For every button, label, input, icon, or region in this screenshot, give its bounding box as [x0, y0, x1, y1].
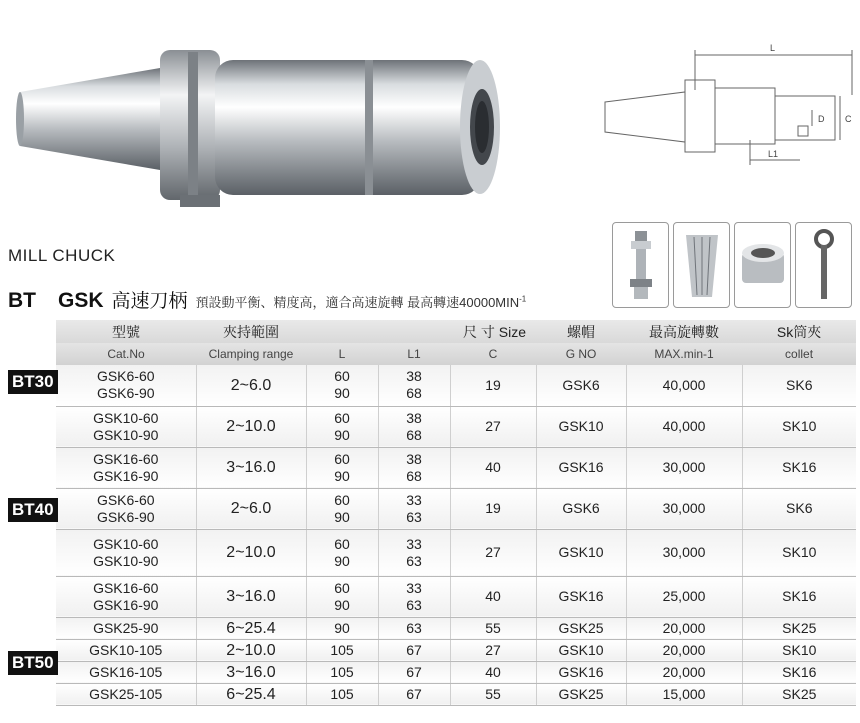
L-cell [306, 661, 378, 683]
L1-value: 68 [406, 426, 422, 443]
C-value: 55 [485, 685, 501, 702]
collet-value: SK10 [782, 641, 817, 658]
model-value: GSK25-105 [89, 685, 163, 702]
L1-value: 63 [406, 596, 422, 613]
model-value: GSK10-60 [93, 535, 159, 552]
L-value: 90 [334, 385, 350, 402]
clamp-value: 2~6.0 [230, 376, 272, 394]
collet-value: SK25 [782, 619, 817, 636]
L1-value: 67 [406, 641, 422, 658]
table-row [8, 661, 856, 683]
speed-value: 30,000 [662, 500, 706, 516]
collet-cell [742, 447, 856, 488]
pull-stud-thumbnail [612, 222, 669, 308]
model-value: GSK6-60 [96, 491, 155, 508]
section-label: MILL CHUCK [8, 246, 116, 265]
speed-cell [626, 617, 742, 639]
nut-value: GSK10 [558, 418, 604, 434]
speed-value: 15,000 [662, 685, 706, 702]
product-title [8, 286, 526, 313]
L-cell [306, 406, 378, 447]
collet-value: SK25 [782, 685, 817, 702]
clamp-cell [196, 406, 306, 447]
model-value: GSK16-60 [93, 579, 159, 596]
nut-thumbnail [734, 222, 791, 308]
header-collet: Sk筒夾 [776, 323, 822, 340]
L1-value: 67 [406, 663, 422, 680]
L-cell [306, 447, 378, 488]
L1-cell [378, 529, 450, 576]
L-value: 105 [330, 663, 354, 680]
C-cell [450, 617, 536, 639]
model-cell [56, 488, 196, 529]
C-value: 19 [485, 500, 501, 516]
spec-table [8, 320, 856, 706]
clamp-cell [196, 639, 306, 661]
series-tag-bt30: BT30 [8, 370, 58, 394]
collet-value: SK6 [786, 376, 813, 393]
L-value: 60 [334, 579, 350, 596]
L-value: 90 [334, 619, 350, 636]
C-value: 40 [485, 663, 501, 680]
C-value: 40 [485, 459, 501, 475]
nut-value: GSK6 [562, 500, 600, 516]
L1-value: 63 [406, 619, 422, 636]
speed-cell [626, 576, 742, 617]
clamp-value: 2~6.0 [230, 500, 272, 517]
nut-value: GSK25 [558, 619, 604, 636]
model-cell [56, 576, 196, 617]
clamp-cell [196, 447, 306, 488]
diagram-label-L1: L1 [768, 149, 779, 159]
L1-value: 67 [406, 685, 422, 702]
L1-value: 33 [406, 491, 422, 508]
model-value: GSK10-105 [89, 641, 163, 658]
L-value: 60 [334, 491, 350, 508]
speed-value: 25,000 [662, 588, 706, 604]
C-cell [450, 661, 536, 683]
speed-cell [626, 639, 742, 661]
table-row [8, 529, 856, 576]
diagram-label-L: L [770, 43, 776, 53]
model-value: GSK10-60 [93, 409, 159, 426]
L1-cell [378, 639, 450, 661]
clamp-value: 3~16.0 [226, 588, 276, 605]
model-value: GSK16-90 [93, 467, 159, 484]
clamp-cell [196, 683, 306, 705]
diagram-label-D: D [818, 114, 825, 124]
C-value: 19 [485, 376, 501, 393]
table-row [8, 576, 856, 617]
collet-cell [742, 406, 856, 447]
C-value: 55 [485, 619, 501, 636]
clamp-cell [196, 365, 306, 406]
C-cell [450, 576, 536, 617]
L1-value: 38 [406, 450, 422, 467]
nut-cell [536, 406, 626, 447]
table-row [8, 365, 856, 406]
model-value: GSK10-90 [93, 552, 159, 569]
nut-value: GSK16 [558, 663, 604, 680]
L1-cell [378, 488, 450, 529]
clamp-value: 6~25.4 [226, 685, 276, 703]
C-value: 27 [485, 418, 501, 434]
model-value: GSK16-105 [89, 663, 163, 680]
speed-cell [626, 406, 742, 447]
L-value: 90 [334, 467, 350, 484]
L-value: 105 [330, 685, 354, 702]
model-value: GSK10-90 [93, 426, 159, 443]
table-row [8, 406, 856, 447]
series-tag-bt50: BT50 [8, 651, 58, 675]
L-cell [306, 639, 378, 661]
product-photo [10, 30, 510, 220]
header-L: L [338, 347, 346, 361]
C-cell [450, 529, 536, 576]
L1-value: 63 [406, 508, 422, 525]
nut-cell [536, 661, 626, 683]
clamp-cell [196, 661, 306, 683]
clamp-cell [196, 617, 306, 639]
title-description [196, 292, 527, 311]
collet-value: SK16 [782, 663, 817, 680]
speed-cell [626, 683, 742, 705]
L1-cell [378, 365, 450, 406]
nut-cell [536, 576, 626, 617]
header-model: 型號 [112, 323, 140, 340]
L-value: 90 [334, 552, 350, 569]
header-clamp-en: Clamping range [208, 347, 294, 361]
L-value: 90 [334, 508, 350, 525]
collet-value: SK16 [782, 459, 817, 475]
model-cell [56, 617, 196, 639]
L-cell [306, 529, 378, 576]
model-cell [56, 365, 196, 406]
table-row [8, 639, 856, 661]
header-collet-en: collet [785, 347, 814, 361]
collet-cell [742, 488, 856, 529]
L-value: 60 [334, 368, 350, 385]
speed-value: 20,000 [662, 619, 706, 636]
header-nut: 螺帽 [567, 323, 596, 340]
L1-cell [378, 661, 450, 683]
nut-cell [536, 365, 626, 406]
speed-value: 20,000 [662, 663, 706, 680]
model-value: GSK6-90 [96, 385, 155, 402]
collet-cell [742, 576, 856, 617]
L1-cell [378, 447, 450, 488]
table-row [8, 447, 856, 488]
speed-value: 20,000 [662, 641, 706, 658]
title-gsk: GSK [58, 289, 104, 312]
L1-value: 68 [406, 467, 422, 484]
collet-cell [742, 639, 856, 661]
C-cell [450, 488, 536, 529]
clamp-cell [196, 576, 306, 617]
L-value: 105 [330, 641, 354, 658]
model-value: GSK25-90 [93, 619, 159, 636]
nut-value: GSK10 [558, 641, 604, 658]
L1-value: 33 [406, 535, 422, 552]
speed-cell [626, 447, 742, 488]
model-value: GSK6-60 [96, 368, 155, 385]
L-value: 60 [334, 450, 350, 467]
collet-cell [742, 683, 856, 705]
table-row [8, 488, 856, 529]
collet-cell [742, 617, 856, 639]
nut-cell [536, 683, 626, 705]
L1-value: 68 [406, 385, 422, 402]
C-cell [450, 683, 536, 705]
speed-value: 30,000 [662, 544, 706, 560]
clamp-value: 3~16.0 [226, 459, 276, 476]
speed-value: 40,000 [662, 418, 706, 434]
L-value: 60 [334, 535, 350, 552]
diagram-label-C: C [845, 114, 852, 124]
L-value: 90 [334, 426, 350, 443]
series-tag-bt40: BT40 [8, 498, 58, 522]
collet-value: SK10 [782, 544, 817, 560]
model-cell [56, 529, 196, 576]
collet-value: SK16 [782, 588, 817, 604]
clamp-cell [196, 488, 306, 529]
C-cell [450, 447, 536, 488]
nut-cell [536, 488, 626, 529]
header-C: C [488, 347, 498, 361]
L1-value: 38 [406, 368, 422, 385]
collet-cell [742, 529, 856, 576]
speed-cell [626, 529, 742, 576]
L1-value: 38 [406, 409, 422, 426]
header-nut-en: G NO [565, 347, 597, 361]
model-cell [56, 683, 196, 705]
header-clamp: 夾持範圍 [223, 323, 279, 340]
C-cell [450, 406, 536, 447]
L1-value: 33 [406, 579, 422, 596]
component-thumbnails [612, 222, 852, 308]
L1-cell [378, 406, 450, 447]
L-cell [306, 365, 378, 406]
L-cell [306, 488, 378, 529]
nut-cell [536, 639, 626, 661]
L-cell [306, 617, 378, 639]
header-size: 尺 寸 Size [463, 323, 527, 340]
header-model-en: Cat.No [107, 347, 145, 361]
speed-value: 40,000 [662, 376, 706, 393]
L-value: 60 [334, 409, 350, 426]
table-row [8, 683, 856, 705]
title-chinese: 高速刀柄 [111, 291, 188, 312]
model-value: GSK6-90 [96, 508, 155, 525]
clamp-value: 2~10.0 [226, 544, 276, 561]
collet-cell [742, 661, 856, 683]
model-value: GSK16-60 [93, 450, 159, 467]
nut-cell [536, 617, 626, 639]
L1-cell [378, 617, 450, 639]
header-speed: 最高旋轉數 [649, 323, 720, 340]
nut-cell [536, 447, 626, 488]
nut-value: GSK10 [558, 544, 604, 560]
collet-value: SK10 [782, 418, 817, 434]
L-cell [306, 683, 378, 705]
table-row [8, 617, 856, 639]
title-bt: BT [8, 289, 36, 312]
L-value: 90 [334, 596, 350, 613]
model-value: GSK16-90 [93, 596, 159, 613]
clamp-cell [196, 529, 306, 576]
title-description-sup: -1 [519, 294, 527, 304]
model-cell [56, 447, 196, 488]
speed-cell [626, 661, 742, 683]
nut-value: GSK6 [562, 376, 600, 393]
clamp-value: 3~16.0 [226, 663, 276, 681]
wrench-thumbnail [795, 222, 852, 308]
L1-cell [378, 576, 450, 617]
clamp-value: 2~10.0 [226, 641, 276, 659]
model-cell [56, 406, 196, 447]
C-cell [450, 639, 536, 661]
C-value: 27 [485, 641, 501, 658]
title-description-text: 預設動平衡、精度高，適合高速旋轉 最高轉速40000MIN [195, 295, 520, 310]
speed-value: 30,000 [662, 459, 706, 475]
C-cell [450, 365, 536, 406]
nut-cell [536, 529, 626, 576]
C-value: 40 [485, 588, 501, 604]
nut-value: GSK16 [558, 588, 604, 604]
collet-thumbnail [673, 222, 730, 308]
L1-value: 63 [406, 552, 422, 569]
clamp-value: 2~10.0 [226, 418, 276, 435]
speed-cell [626, 488, 742, 529]
L-cell [306, 576, 378, 617]
dimension-diagram [600, 40, 855, 190]
nut-value: GSK25 [558, 685, 604, 702]
nut-value: GSK16 [558, 459, 604, 475]
header-speed-en: MAX.min-1 [654, 347, 714, 361]
collet-value: SK6 [786, 500, 813, 516]
L1-cell [378, 683, 450, 705]
model-cell [56, 661, 196, 683]
model-cell [56, 639, 196, 661]
speed-cell [626, 365, 742, 406]
collet-cell [742, 365, 856, 406]
C-value: 27 [485, 544, 501, 560]
clamp-value: 6~25.4 [226, 619, 276, 637]
header-L1: L1 [407, 347, 421, 361]
